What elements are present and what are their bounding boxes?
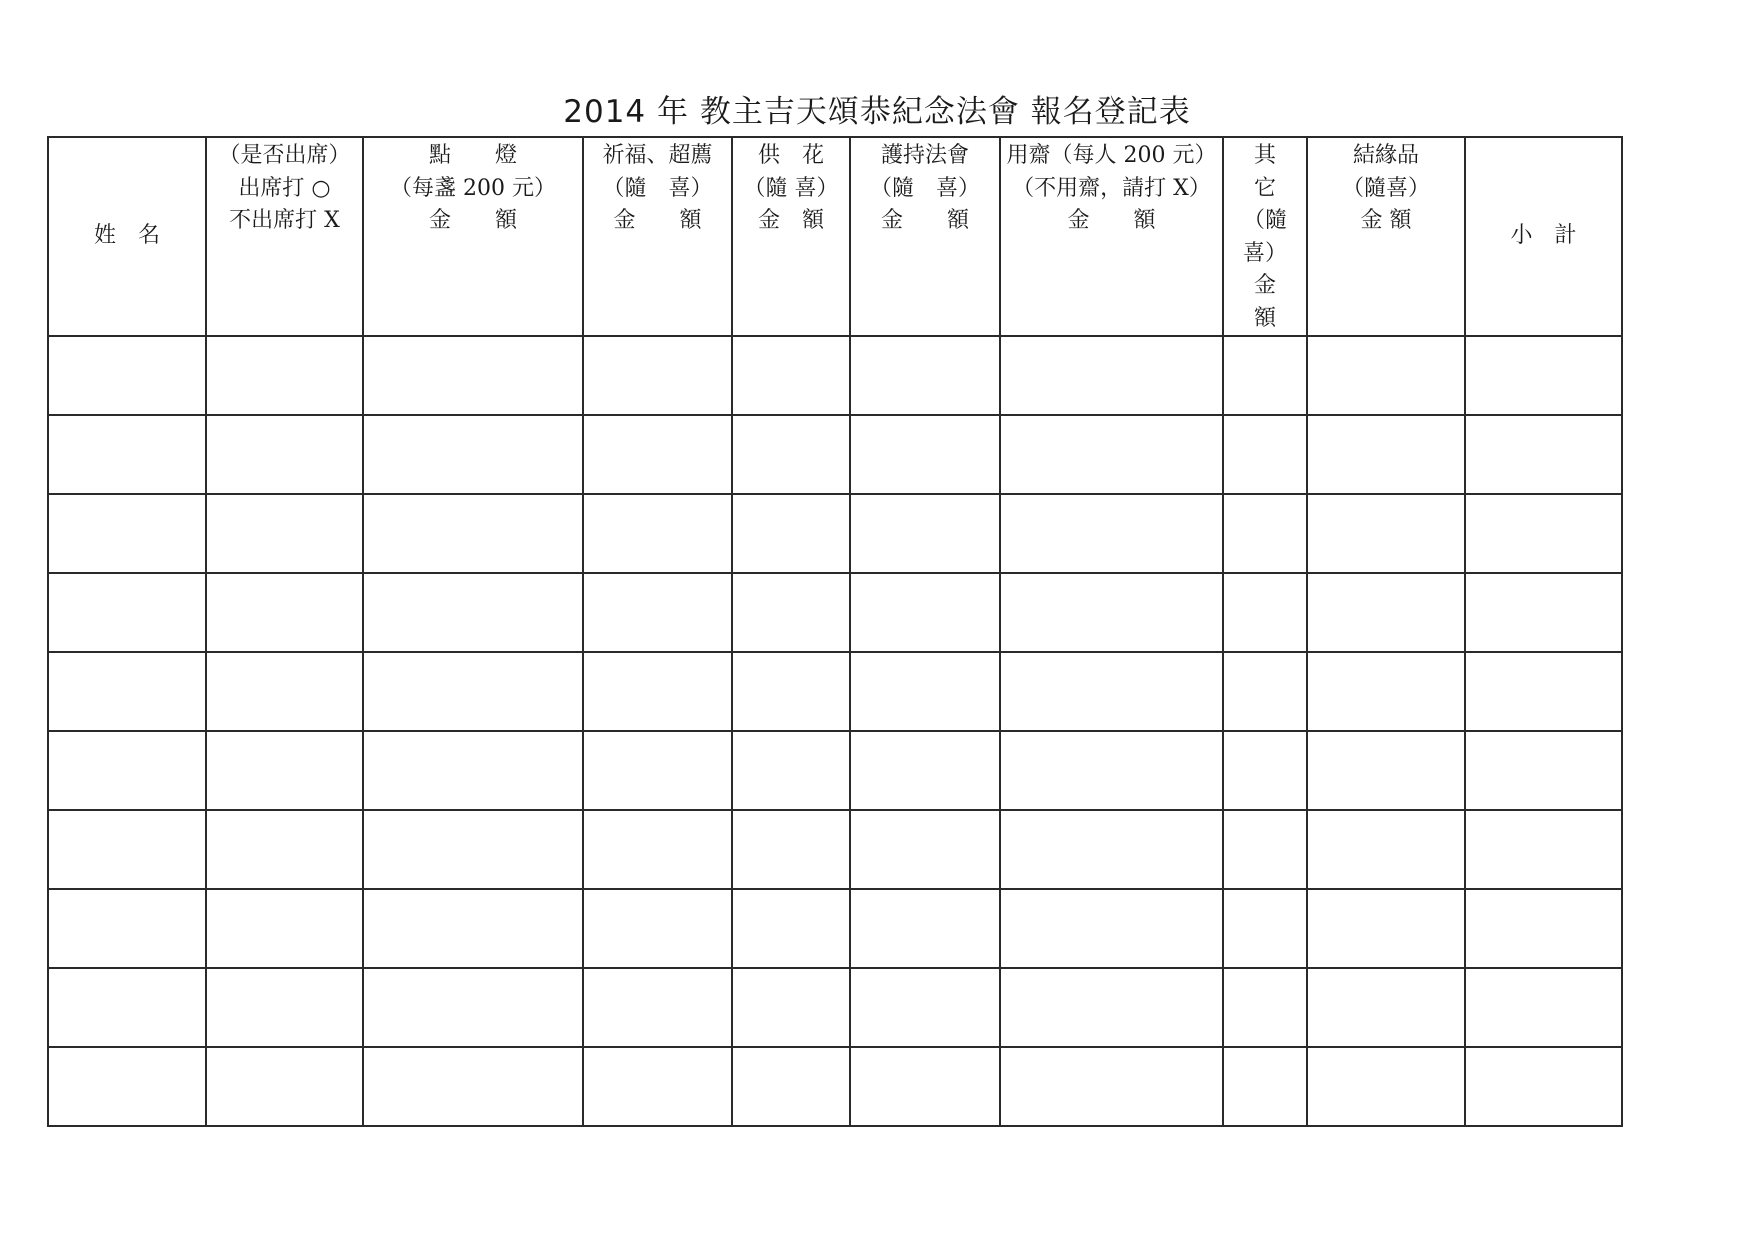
entry-cell-blessing[interactable] (583, 415, 732, 494)
entry-cell-lamp[interactable] (363, 652, 583, 731)
entry-cell-meal[interactable] (1000, 573, 1223, 652)
entry-cell-lamp[interactable] (363, 968, 583, 1047)
table-row (48, 494, 1622, 573)
header-line: 金 (1253, 273, 1276, 298)
entry-cell-meal[interactable] (1000, 731, 1223, 810)
entry-cell-attend[interactable] (206, 415, 363, 494)
entry-cell-flowers[interactable] (732, 415, 850, 494)
table-row (48, 1047, 1622, 1126)
entry-cell-lamp[interactable] (363, 573, 583, 652)
entry-cell-support[interactable] (850, 810, 1000, 889)
entry-cell-meal[interactable] (1000, 810, 1223, 889)
entry-cell-name[interactable] (48, 1047, 206, 1126)
entry-cell-flowers[interactable] (732, 336, 850, 415)
entry-cell-subtotal[interactable] (1465, 336, 1622, 415)
entry-cell-blessing[interactable] (583, 652, 732, 731)
entry-cell-other[interactable] (1223, 652, 1307, 731)
entry-cell-other[interactable] (1223, 731, 1307, 810)
header-support (850, 137, 1000, 336)
entry-cell-lamp[interactable] (363, 889, 583, 968)
entry-cell-meal[interactable] (1000, 415, 1223, 494)
entry-cell-blessing[interactable] (583, 573, 732, 652)
entry-cell-souvenir[interactable] (1307, 415, 1465, 494)
entry-cell-name[interactable] (48, 968, 206, 1047)
header-line: 金 額 (1360, 208, 1412, 233)
entry-cell-flowers[interactable] (732, 573, 850, 652)
entry-cell-attend[interactable] (206, 1047, 363, 1126)
header-souvenir (1307, 137, 1465, 336)
table-row (48, 731, 1622, 810)
header-line: 喜） (1242, 240, 1287, 266)
entry-cell-other[interactable] (1223, 1047, 1307, 1126)
entry-cell-flowers[interactable] (732, 968, 850, 1047)
entry-cell-blessing[interactable] (583, 889, 732, 968)
entry-cell-name[interactable] (48, 810, 206, 889)
entry-cell-attend[interactable] (206, 652, 363, 731)
header-line: 出席打 ○ (238, 175, 331, 201)
entry-cell-souvenir[interactable] (1307, 652, 1465, 731)
header-line: 它 (1253, 175, 1276, 201)
entry-cell-attend[interactable] (206, 889, 363, 968)
entry-cell-attend[interactable] (206, 810, 363, 889)
entry-cell-name[interactable] (48, 336, 206, 415)
header-name (48, 137, 206, 336)
entry-cell-lamp[interactable] (363, 731, 583, 810)
header-line: 結緣品 (1352, 143, 1419, 168)
entry-cell-support[interactable] (850, 889, 1000, 968)
header-line: （隨 喜） (869, 175, 980, 201)
header-line: （隨 (1242, 208, 1287, 233)
entry-cell-other[interactable] (1223, 573, 1307, 652)
header-line: 額 (1253, 305, 1276, 331)
entry-cell-other[interactable] (1223, 415, 1307, 494)
entry-cell-souvenir[interactable] (1307, 336, 1465, 415)
entry-cell-support[interactable] (850, 652, 1000, 731)
header-line: （每盞 200 元） (390, 175, 556, 201)
table-body (48, 336, 1622, 1126)
table-row (48, 968, 1622, 1047)
entry-cell-lamp[interactable] (363, 415, 583, 494)
entry-cell-support[interactable] (850, 731, 1000, 810)
header-blessing (583, 137, 732, 336)
entry-cell-subtotal[interactable] (1465, 731, 1622, 810)
header-line: 小 計 (1510, 223, 1577, 249)
entry-cell-subtotal[interactable] (1465, 494, 1622, 573)
entry-cell-souvenir[interactable] (1307, 810, 1465, 889)
table-row (48, 652, 1622, 731)
entry-cell-subtotal[interactable] (1465, 415, 1622, 494)
table-row (48, 573, 1622, 652)
entry-cell-souvenir[interactable] (1307, 494, 1465, 573)
table-row (48, 889, 1622, 968)
entry-cell-name[interactable] (48, 494, 206, 573)
entry-cell-attend[interactable] (206, 494, 363, 573)
header-line: 金 額 (880, 208, 969, 233)
entry-cell-blessing[interactable] (583, 731, 732, 810)
entry-cell-attend[interactable] (206, 573, 363, 652)
header-line: 金 額 (428, 208, 517, 233)
header-line: （隨 喜） (743, 175, 839, 201)
header-line: （隨 喜） (602, 175, 713, 201)
header-attendance (206, 137, 363, 336)
entry-cell-lamp[interactable] (363, 336, 583, 415)
entry-cell-support[interactable] (850, 968, 1000, 1047)
entry-cell-flowers[interactable] (732, 1047, 850, 1126)
entry-cell-attend[interactable] (206, 968, 363, 1047)
entry-cell-support[interactable] (850, 494, 1000, 573)
header-other (1223, 137, 1307, 336)
header-flowers (732, 137, 850, 336)
entry-cell-flowers[interactable] (732, 731, 850, 810)
header-subtotal (1465, 137, 1622, 336)
entry-cell-other[interactable] (1223, 968, 1307, 1047)
header-line: 點 燈 (428, 143, 517, 168)
entry-cell-lamp[interactable] (363, 494, 583, 573)
entry-cell-subtotal[interactable] (1465, 889, 1622, 968)
entry-cell-meal[interactable] (1000, 968, 1223, 1047)
entry-cell-blessing[interactable] (583, 494, 732, 573)
header-line: 金 額 (1067, 208, 1156, 233)
entry-cell-meal[interactable] (1000, 889, 1223, 968)
entry-cell-other[interactable] (1223, 336, 1307, 415)
entry-cell-blessing[interactable] (583, 1047, 732, 1126)
header-lamp-offering (363, 137, 583, 336)
entry-cell-flowers[interactable] (732, 889, 850, 968)
entry-cell-attend[interactable] (206, 336, 363, 415)
entry-cell-blessing[interactable] (583, 968, 732, 1047)
form-title: 2014 年 教主吉天頌恭紀念法會 報名登記表 (563, 94, 1191, 130)
entry-cell-subtotal[interactable] (1465, 810, 1622, 889)
entry-cell-blessing[interactable] (583, 810, 732, 889)
entry-cell-souvenir[interactable] (1307, 889, 1465, 968)
header-meal (1000, 137, 1223, 336)
header-line: （隨喜） (1341, 175, 1430, 201)
entry-cell-support[interactable] (850, 336, 1000, 415)
entry-cell-name[interactable] (48, 652, 206, 731)
table-row (48, 810, 1622, 889)
header-line: 不出席打 X (229, 208, 340, 233)
entry-cell-other[interactable] (1223, 889, 1307, 968)
header-line: 金 額 (757, 208, 824, 233)
entry-cell-meal[interactable] (1000, 336, 1223, 415)
header-line: 祈福、超薦 (602, 143, 713, 168)
entry-cell-meal[interactable] (1000, 494, 1223, 573)
entry-cell-name[interactable] (48, 731, 206, 810)
entry-cell-subtotal[interactable] (1465, 573, 1622, 652)
header-row (48, 137, 1622, 336)
entry-cell-other[interactable] (1223, 494, 1307, 573)
entry-cell-support[interactable] (850, 1047, 1000, 1126)
entry-cell-lamp[interactable] (363, 1047, 583, 1126)
entry-cell-blessing[interactable] (583, 336, 732, 415)
entry-cell-subtotal[interactable] (1465, 1047, 1622, 1126)
entry-cell-subtotal[interactable] (1465, 652, 1622, 731)
entry-cell-flowers[interactable] (732, 810, 850, 889)
header-line: 姓 名 (93, 223, 160, 249)
header-line: 護持法會 (880, 143, 969, 168)
entry-cell-support[interactable] (850, 415, 1000, 494)
registration-table (47, 136, 1623, 1127)
entry-cell-lamp[interactable] (363, 810, 583, 889)
entry-cell-souvenir[interactable] (1307, 731, 1465, 810)
entry-cell-attend[interactable] (206, 731, 363, 810)
entry-cell-flowers[interactable] (732, 494, 850, 573)
header-line: 金 額 (613, 208, 702, 233)
header-line: （是否出席） (218, 143, 351, 168)
entry-cell-name[interactable] (48, 573, 206, 652)
entry-cell-souvenir[interactable] (1307, 573, 1465, 652)
entry-cell-flowers[interactable] (732, 652, 850, 731)
entry-cell-meal[interactable] (1000, 652, 1223, 731)
header-line: 用齋（每人 200 元） (1006, 143, 1217, 168)
entry-cell-other[interactable] (1223, 810, 1307, 889)
table-row (48, 415, 1622, 494)
header-line: 其 (1253, 143, 1276, 168)
entry-cell-souvenir[interactable] (1307, 1047, 1465, 1126)
header-line: （不用齋，請打 X） (1012, 175, 1211, 201)
entry-cell-meal[interactable] (1000, 1047, 1223, 1126)
table-row (48, 336, 1622, 415)
entry-cell-support[interactable] (850, 573, 1000, 652)
entry-cell-souvenir[interactable] (1307, 968, 1465, 1047)
header-line: 供 花 (757, 143, 824, 168)
entry-cell-name[interactable] (48, 415, 206, 494)
entry-cell-name[interactable] (48, 889, 206, 968)
entry-cell-subtotal[interactable] (1465, 968, 1622, 1047)
